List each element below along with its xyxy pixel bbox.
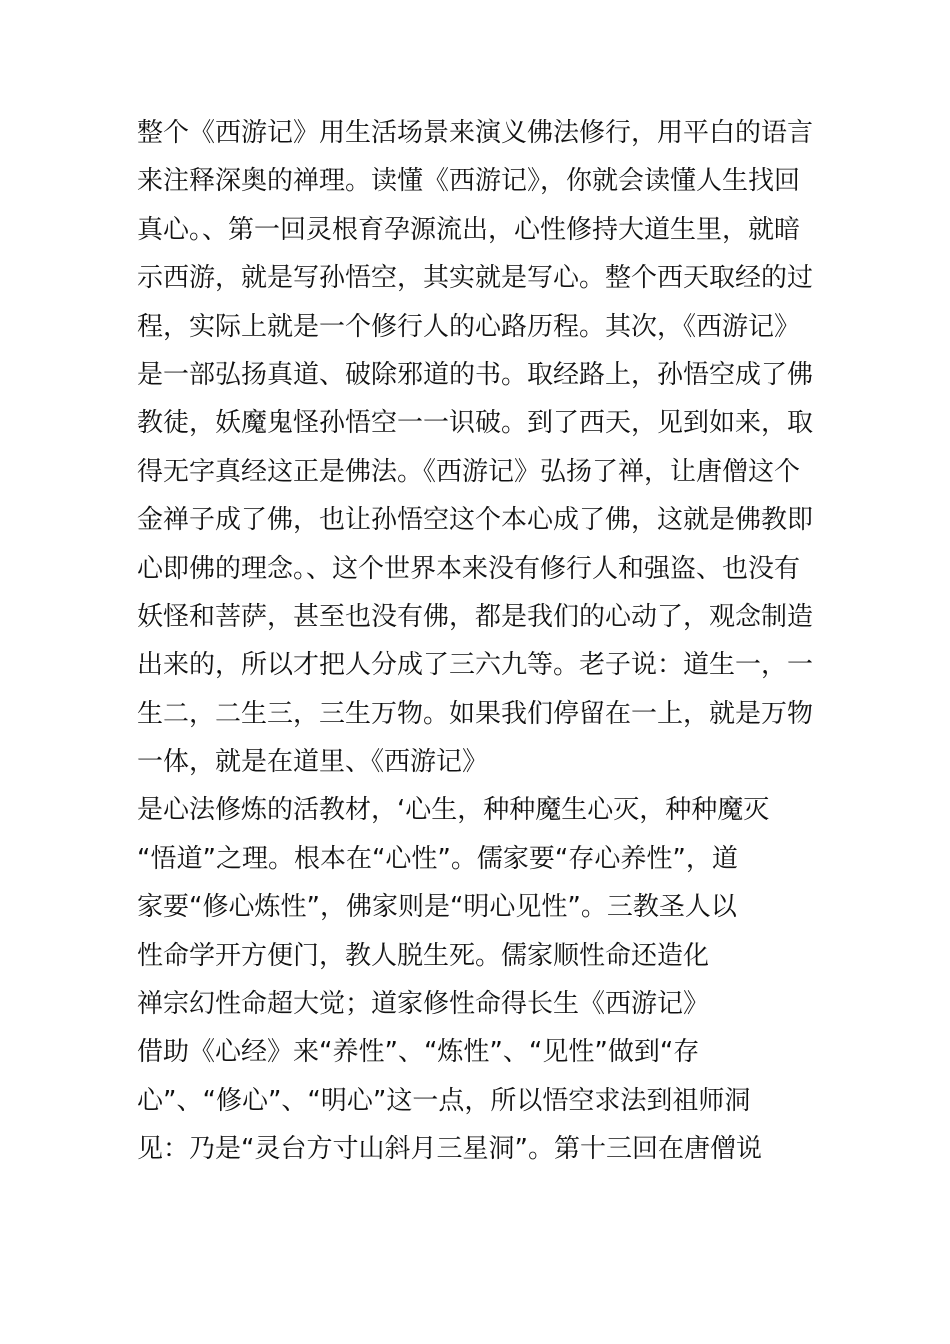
text-line: 妖怪和菩萨，甚至也没有佛，都是我们的心动了，观念制造 (137, 601, 814, 632)
text-line: 一体，就是在道里、《西游记》 (137, 747, 489, 778)
text-line: 整个《西游记》用生活场景来演义佛法修行，用平白的语言 (137, 118, 814, 148)
text-line: 生二，二生三，三生万物。如果我们停留在一上，就是万物 (137, 698, 814, 729)
text-line: 示西游，就是写孙悟空，其实就是写心。整个西天取经的过 (137, 263, 814, 294)
text-line: 心”、“修心”、“明心”这一点，所以悟空求法到祖师洞 (137, 1085, 751, 1116)
body-text (137, 109, 817, 1174)
text-line: “悟道”之理。根本在“心性”。儒家要“存心养性”，道 (137, 843, 738, 874)
text-line: 真心。、第一回灵根育孕源流出，心性修持大道生里，就暗 (137, 214, 801, 245)
text-line: 程，实际上就是一个修行人的心路历程。其次，《西游记》 (137, 311, 801, 342)
text-line: 家要“修心炼性”，佛家则是“明心见性”。三教圣人以 (137, 892, 737, 923)
text-line: 是心法修炼的活教材，‘心生，种种魔生心灭，种种魔灭 (137, 795, 770, 826)
text-line: 教徒，妖魔鬼怪孙悟空一一识破。到了西天，见到如来，取 (137, 408, 814, 439)
text-line: 来注释深奥的禅理。读懂《西游记》，你就会读懂人生找回 (137, 166, 801, 197)
text-line: 是一部弘扬真道、破除邪道的书。取经路上，孙悟空成了佛 (137, 359, 814, 390)
text-line: 见：乃是“灵台方寸山斜月三星洞”。第十三回在唐僧说 (137, 1134, 762, 1165)
text-line: 出来的，所以才把人分成了三六九等。老子说：道生一，一 (137, 650, 814, 681)
text-line: 得无字真经这正是佛法。《西游记》弘扬了禅，让唐僧这个 (137, 456, 801, 487)
text-line: 心即佛的理念。、这个世界本来没有修行人和强盗、也没有 (137, 553, 801, 584)
text-line: 借助《心经》来“养性”、“炼性”、“见性”做到“存 (137, 1037, 700, 1068)
text-line: 性命学开方便门，教人脱生死。儒家顺性命还造化 (137, 940, 710, 971)
text-line: 禅宗幻性命超大觉；道家修性命得长生《西游记》 (137, 989, 710, 1020)
text-line: 金禅子成了佛，也让孙悟空这个本心成了佛，这就是佛教即 (137, 505, 814, 536)
